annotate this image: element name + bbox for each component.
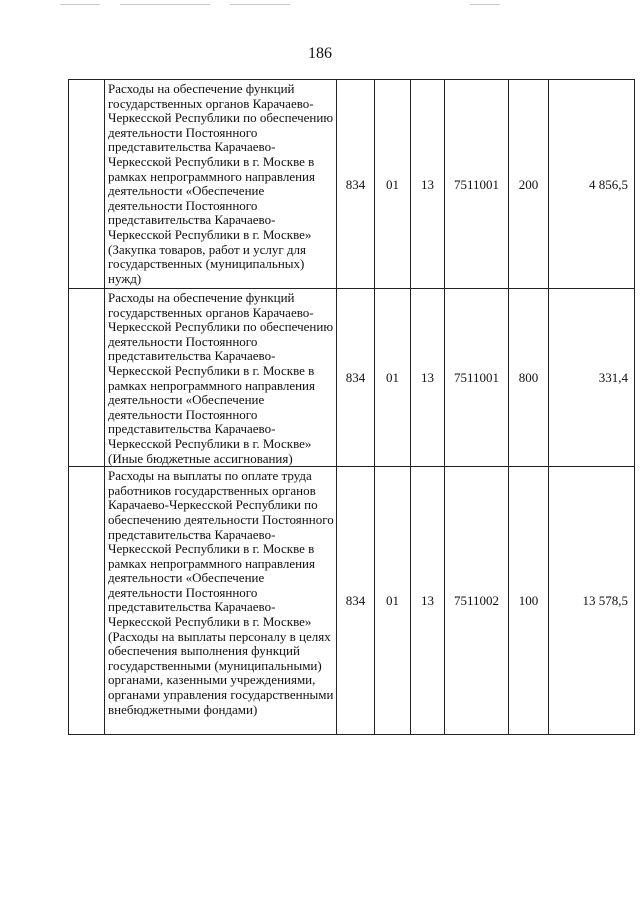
- amount-cell: 13 578,5: [549, 467, 635, 735]
- ministry-code-cell: 834: [337, 289, 375, 467]
- expense-type-cell: 200: [509, 80, 549, 289]
- ministry-code-cell: 834: [337, 80, 375, 289]
- amount-cell: 4 856,5: [549, 80, 635, 289]
- subsection-code-cell: 13: [411, 289, 445, 467]
- budget-table: [68, 79, 635, 735]
- description-cell: Расходы на обеспечение функций государственных органов Карачаево-Черкесской Республики по обеспечению деятельности Постоянного представительства Карачаево-Черкесской Республики в г. Москве в рамках непрограммного направления деятельности «Обеспечение деятельности Постоянного представительства Карачаево-Черкесской Республики в г. Москве» (Закупка товаров, работ и услуг для государственных (муниципальных) нужд): [105, 80, 337, 289]
- expense-type-cell: 100: [509, 467, 549, 735]
- subsection-code-cell: 13: [411, 467, 445, 735]
- table-row: [69, 289, 635, 467]
- section-code-cell: 01: [375, 289, 411, 467]
- page-number: 186: [308, 45, 332, 62]
- target-article-cell: 7511002: [445, 467, 509, 735]
- ministry-code-cell: 834: [337, 467, 375, 735]
- target-article-cell: 7511001: [445, 289, 509, 467]
- target-article-cell: 7511001: [445, 80, 509, 289]
- section-code-cell: 01: [375, 80, 411, 289]
- scan-artifact-top: [0, 0, 640, 12]
- description-cell: Расходы на обеспечение функций государственных органов Карачаево-Черкесской Республики по обеспечению деятельности Постоянного представительства Карачаево-Черкесской Республики в г. Москве в рамках непрограммного направления деятельности «Обеспечение деятельности Постоянного представительства Карачаево-Черкесской Республики в г. Москве» (Иные бюджетные ассигнования): [105, 289, 337, 467]
- expense-type-cell: 800: [509, 289, 549, 467]
- row-number-cell: [69, 80, 105, 289]
- row-number-cell: [69, 467, 105, 735]
- table-row: [69, 467, 635, 735]
- row-number-cell: [69, 289, 105, 467]
- description-cell: Расходы на выплаты по оплате труда работников государственных органов Карачаево-Черкесской Республики по обеспечению деятельности Постоянного представительства Карачаево-Черкесской Республики в г. Москве в рамках непрограммного направления деятельности «Обеспечение деятельности Постоянного представительства Карачаево-Черкесской Республики в г. Москве» (Расходы на выплаты персоналу в целях обеспечения выполнения функций государственными (муниципальными) органами, казенными учреждениями, органами управления государственными внебюджетными фондами): [105, 467, 337, 735]
- section-code-cell: 01: [375, 467, 411, 735]
- amount-cell: 331,4: [549, 289, 635, 467]
- subsection-code-cell: 13: [411, 80, 445, 289]
- table-row: [69, 80, 635, 289]
